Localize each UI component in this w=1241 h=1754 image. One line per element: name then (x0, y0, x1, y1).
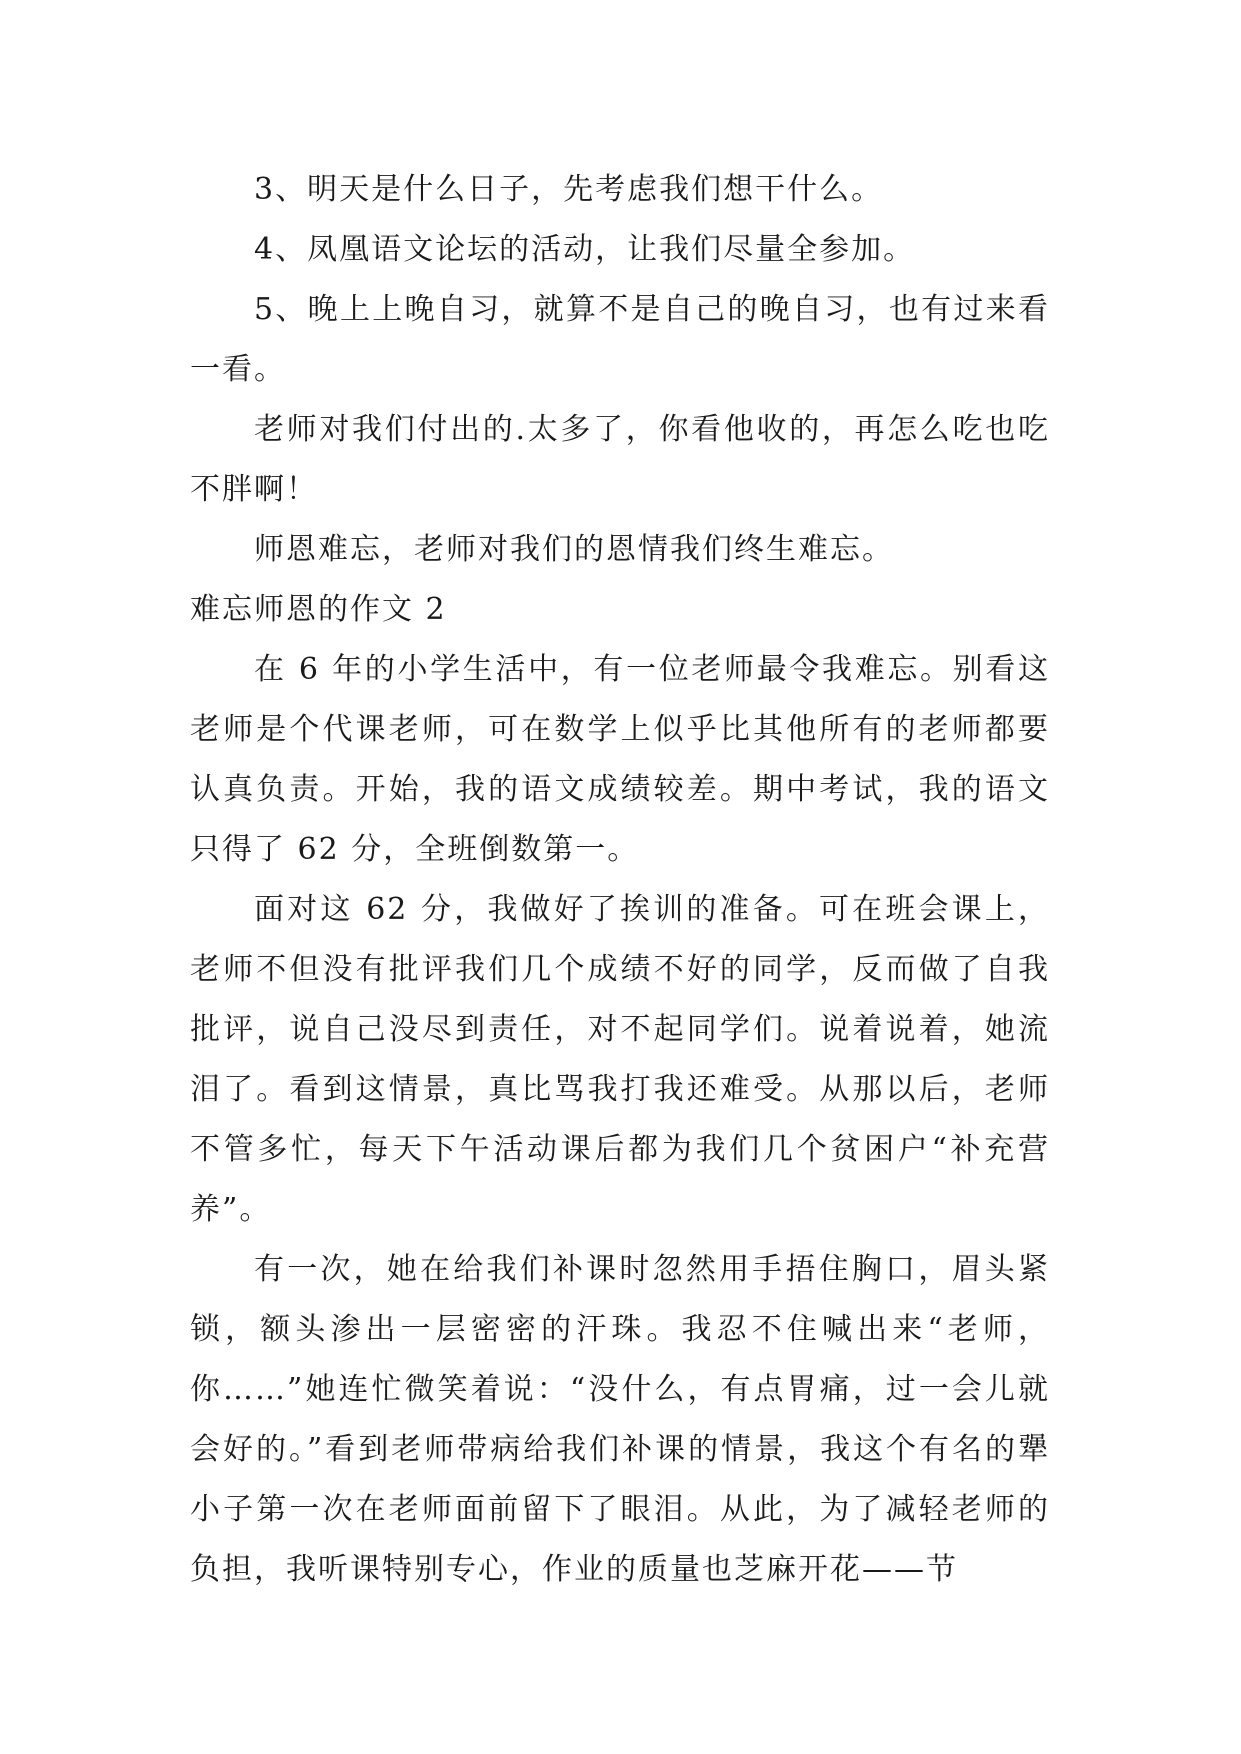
paragraph: 3、明天是什么日子，先考虑我们想干什么。 (254, 172, 884, 207)
paragraph: 有一次，她在给我们补课时忽然用手捂住胸口，眉头紧锁，额头渗出一层密密的汗珠。我忍不住喊出来“老师，你……”她连忙微笑着说：“没什么，有点胃痛，过一会儿就会好的。”看到老师带病给我们补课的情景，我这个有名的犟小子第一次在老师面前留下了眼泪。从此，为了减轻老师的负担，我听课特别专心，作业的质量也芝麻开花——节 (190, 1252, 1050, 1587)
document-body (190, 160, 1050, 1600)
section-heading: 难忘师恩的作文 2 (190, 592, 447, 627)
paragraph: 在 6 年的小学生活中，有一位老师最令我难忘。别看这老师是个代课老师，可在数学上似乎比其他所有的老师都要认真负责。开始，我的语文成绩较差。期中考试，我的语文只得了 62 分，全班倒数第一。 (190, 652, 1050, 867)
paragraph: 老师对我们付出的.太多了，你看他收的，再怎么吃也吃不胖啊！ (190, 412, 1050, 507)
paragraph: 面对这 62 分，我做好了挨训的准备。可在班会课上，老师不但没有批评我们几个成绩不好的同学，反而做了自我批评，说自己没尽到责任，对不起同学们。说着说着，她流泪了。看到这情景，真比骂我打我还难受。从那以后，老师不管多忙，每天下午活动课后都为我们几个贫困户“补充营养”。 (190, 892, 1050, 1227)
paragraph: 师恩难忘，老师对我们的恩情我们终生难忘。 (254, 532, 894, 567)
paragraph: 4、凤凰语文论坛的活动，让我们尽量全参加。 (254, 232, 916, 267)
paragraph: 5、晚上上晚自习，就算不是自己的晚自习，也有过来看一看。 (190, 292, 1050, 387)
